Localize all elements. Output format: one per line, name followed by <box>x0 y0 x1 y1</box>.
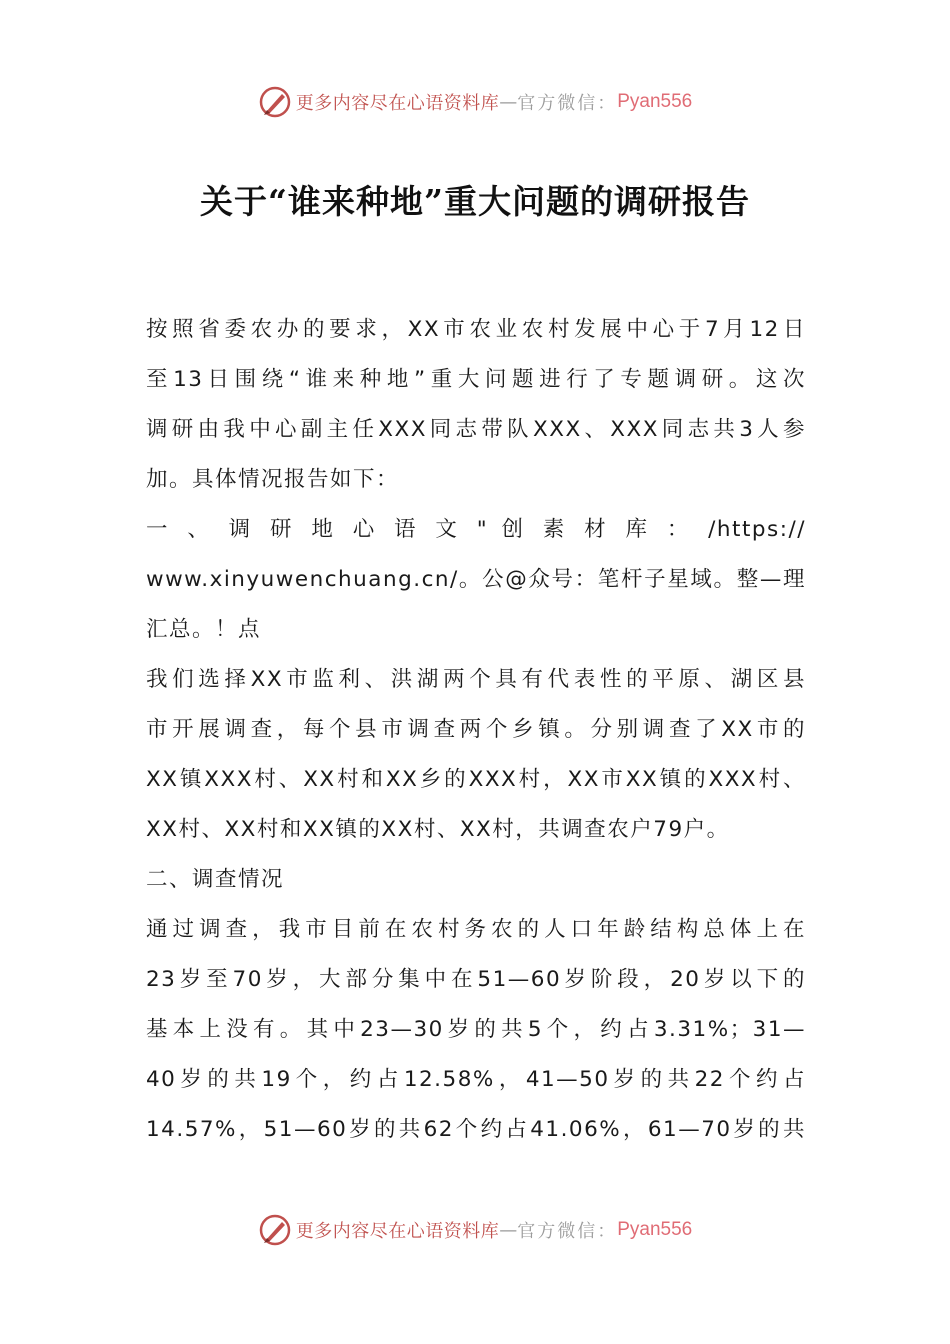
banner-text: 更多内容尽在心语资料库 <box>295 1221 500 1242</box>
body-line: 通过调查，我市目前在农村务农的人口年龄结构总体上在 <box>146 917 806 942</box>
section-heading: 二、调查情况 <box>146 867 285 892</box>
banner-dash: — <box>499 91 518 113</box>
body-line: www.xinyuwenchuang.cn/。公@众号：笔杆子星域。整—理 <box>146 567 806 592</box>
body-line: XX村、XX村和XX镇的XX村、XX村，共调查农户79户。 <box>146 817 730 842</box>
body-line: 按照省委农办的要求，XX市农业农村发展中心于7月12日 <box>146 317 806 342</box>
banner-wechat-id: Pyan556 <box>617 91 693 112</box>
banner-text: 更多内容尽在心语资料库 <box>295 93 500 114</box>
header-watermark <box>0 82 950 122</box>
document-title: 关于“谁来种地”重大问题的调研报告 <box>200 182 750 221</box>
document-body <box>146 305 806 1155</box>
body-line: 市开展调查，每个县市调查两个乡镇。分别调查了XX市的 <box>146 717 806 742</box>
body-line: 至13日围绕“谁来种地”重大问题进行了专题调研。这次 <box>146 367 806 392</box>
body-line: 基本上没有。其中23—30岁的共5个，约占3.31%；31— <box>146 1017 806 1042</box>
body-line: 40岁的共19个，约占12.58%，41—50岁的共22个约占 <box>146 1067 806 1092</box>
body-line: 14.57%，51—60岁的共62个约占41.06%，61—70岁的共 <box>146 1117 806 1142</box>
body-line: 加。具体情况报告如下： <box>146 467 400 492</box>
body-line: XX镇XXX村、XX村和XX乡的XXX村，XX市XX镇的XXX村、 <box>146 767 806 792</box>
body-line: 汇总。！点 <box>146 617 262 642</box>
banner-wechat-label: 官方微信： <box>517 1221 618 1242</box>
banner-wechat-label: 官方微信： <box>517 93 618 114</box>
body-line: 我们选择XX市监利、洪湖两个具有代表性的平原、湖区县 <box>146 667 806 692</box>
pen-logo-icon <box>258 1213 292 1247</box>
pen-logo-icon <box>258 85 292 119</box>
banner-wechat-id: Pyan556 <box>617 1219 693 1240</box>
body-line: 23岁至70岁，大部分集中在51—60岁阶段，20岁以下的 <box>146 967 806 992</box>
banner-dash: — <box>499 1219 518 1241</box>
footer-watermark <box>0 1210 950 1250</box>
body-line: 一 、 调 研 地 心 语 文 " 创 素 材 库 ： /https:// <box>146 517 806 542</box>
body-line: 调研由我中心副主任XXX同志带队XXX、XXX同志共3人参 <box>146 417 806 442</box>
